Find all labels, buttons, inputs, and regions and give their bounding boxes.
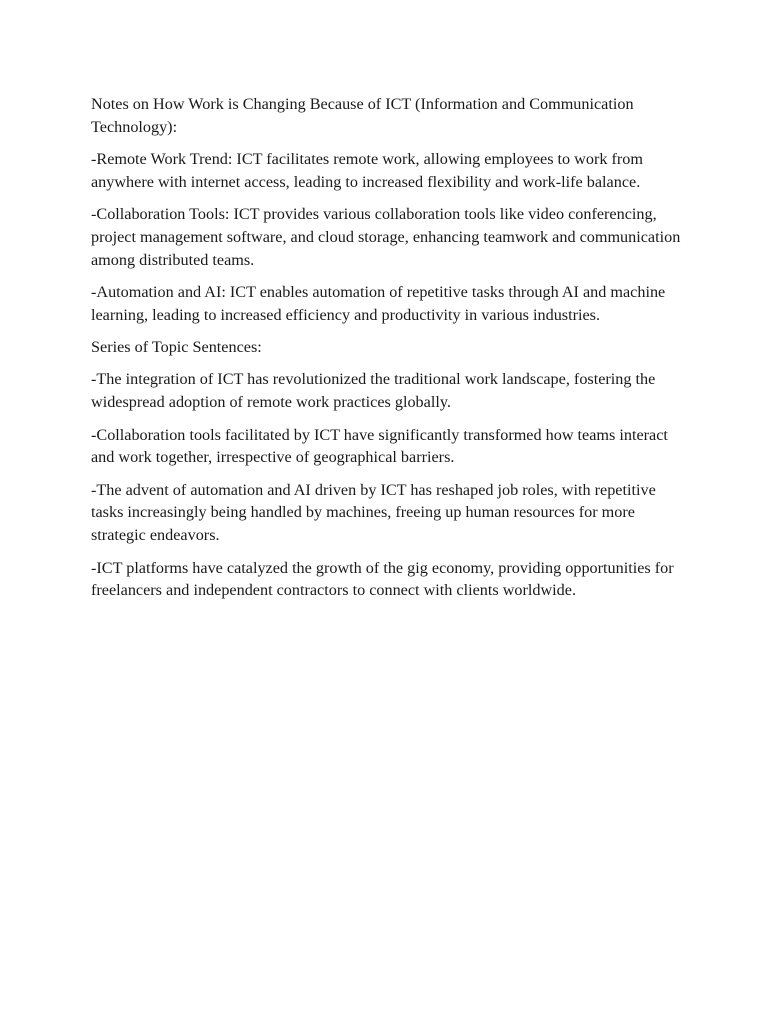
notes-heading: Notes on How Work is Changing Because of ICT (Information and Communication Technology): bbox=[91, 95, 634, 136]
topic-sentence-collaboration: -Collaboration tools facilitated by ICT have significantly transformed how teams interact and work together, irrespective of geographical barriers. bbox=[91, 425, 668, 467]
topic-sentence-gig-economy: -ICT platforms have catalyzed the growth of the gig economy, providing opportunities for freelancers and independent contractors to connect with clients worldwide. bbox=[91, 558, 674, 600]
topic-sentences-heading: Series of Topic Sentences: bbox=[91, 338, 262, 357]
note-automation-ai: -Automation and AI: ICT enables automation of repetitive tasks through AI and machine learning, leading to increased efficiency and productivity in various industries. bbox=[91, 283, 666, 324]
topic-sentence-integration: -The integration of ICT has revolutionized the traditional work landscape, fostering the widespread adoption of remote work practices globally. bbox=[91, 370, 656, 412]
topic-sentence-automation: -The advent of automation and AI driven by ICT has reshaped job roles, with repetitive tasks increasingly being handled by machines, freeing up human resources for more strategic endeavors. bbox=[91, 480, 656, 545]
note-collaboration-tools: -Collaboration Tools: ICT provides various collaboration tools like video conferencing, project management software, and cloud storage, enhancing teamwork and communication among distributed teams. bbox=[91, 205, 681, 269]
document-body bbox=[91, 93, 687, 612]
note-remote-work: -Remote Work Trend: ICT facilitates remote work, allowing employees to work from anywhere with internet access, leading to increased flexibility and work-life balance. bbox=[91, 150, 643, 191]
